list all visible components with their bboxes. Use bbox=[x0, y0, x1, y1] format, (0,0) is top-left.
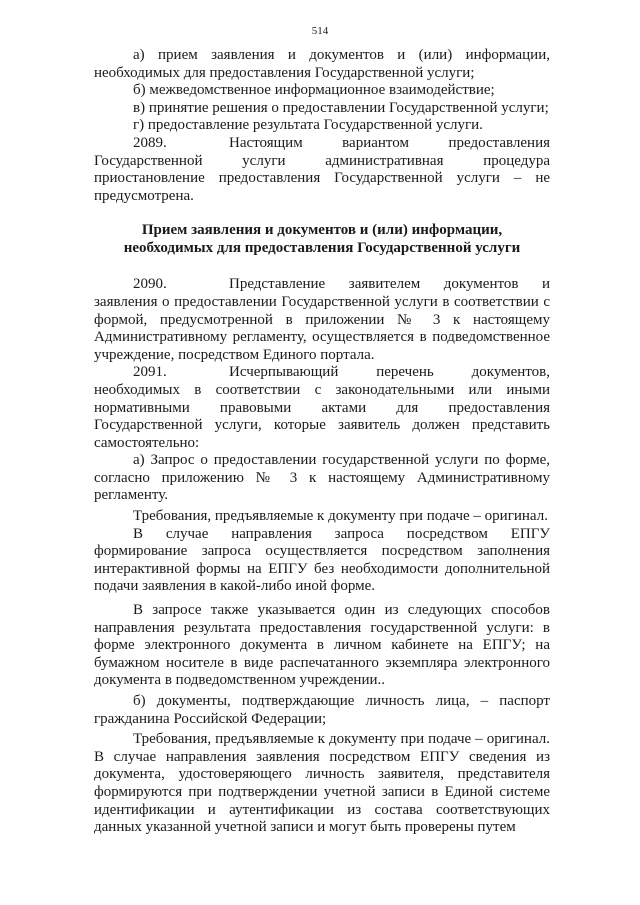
paragraph-text: Настоящим вариантом предоставления Государственной услуги административная процедура приостановление предоставления Государственной услуги – не предусмотрена. bbox=[94, 134, 550, 204]
paragraph-2091 bbox=[94, 364, 550, 452]
page-number: 514 bbox=[311, 25, 329, 37]
section-heading bbox=[94, 221, 550, 257]
document-body bbox=[94, 47, 550, 837]
paragraph-2089 bbox=[94, 135, 550, 205]
item-a-request: а) Запрос о предоставлении государственной услуги по форме, согласно приложению № 3 к настоящему Административному регламенту. bbox=[94, 452, 550, 504]
list-item-a: а) прием заявления и документов и (или) информации, необходимых для предоставления Государственной услуги; bbox=[94, 47, 550, 81]
list-item-b: б) межведомственное информационное взаимодействие; bbox=[133, 82, 495, 99]
section-heading-line-2: необходимых для предоставления Государственной услуги bbox=[123, 240, 521, 257]
identity-requirements-paragraph: Требования, предъявляемые к документу при подаче – оригинал. В случае направления заявления посредством ЕПГУ сведения из документа, удостоверяющего личность заявителя, представителя формируются при подтверждении учетной записи в Единой системе идентификации и аутентификации из состава соответствующих данных указанной учетной записи и могут быть проверены путем bbox=[94, 731, 550, 836]
epgu-request-paragraph: В случае направления запроса посредством ЕПГУ формирование запроса осуществляется посредством заполнения интерактивной формы на ЕПГУ без необходимости дополнительной подачи заявления в какой-либо иной форме. bbox=[94, 525, 550, 595]
paragraph-2090 bbox=[94, 276, 550, 364]
paragraph-number: 2090. bbox=[133, 276, 167, 293]
section-heading-line-1: Прием заявления и документов и (или) информации, bbox=[141, 222, 503, 239]
list-item-g: г) предоставление результата Государственной услуги. bbox=[133, 117, 483, 134]
paragraph-number: 2089. bbox=[133, 134, 167, 151]
paragraph-text: Представление заявителем документов и заявления о предоставлении Государственной услуги в соответствии с формой, предусмотренной в приложении № 3 к настоящему Административному регламенту, осуществляется в подведомственное учреждение, посредством Единого портала. bbox=[94, 276, 550, 363]
result-delivery-paragraph: В запросе также указывается один из следующих способов направления результата предоставления государственной услуги: в форме электронного документа в личном кабинете на ЕПГУ; на бумажном носителе в виде распечатанного экземпляра электронного документа в подведомственном учреждении.. bbox=[94, 602, 550, 689]
item-b-identity-documents: б) документы, подтверждающие личность лица, – паспорт гражданина Российской Федерации; bbox=[94, 693, 550, 727]
paragraph-text: Исчерпывающий перечень документов, необходимых в соответствии с законодательными или иными нормативными правовыми актами для предоставления Государственной услуги, которые заявитель должен представить самостоятельно: bbox=[94, 364, 550, 451]
requirements-paragraph: Требования, предъявляемые к документу при подаче – оригинал. bbox=[133, 508, 548, 525]
list-item-v: в) принятие решения о предоставлении Государственной услуги; bbox=[133, 99, 549, 116]
paragraph-number: 2091. bbox=[133, 364, 167, 381]
